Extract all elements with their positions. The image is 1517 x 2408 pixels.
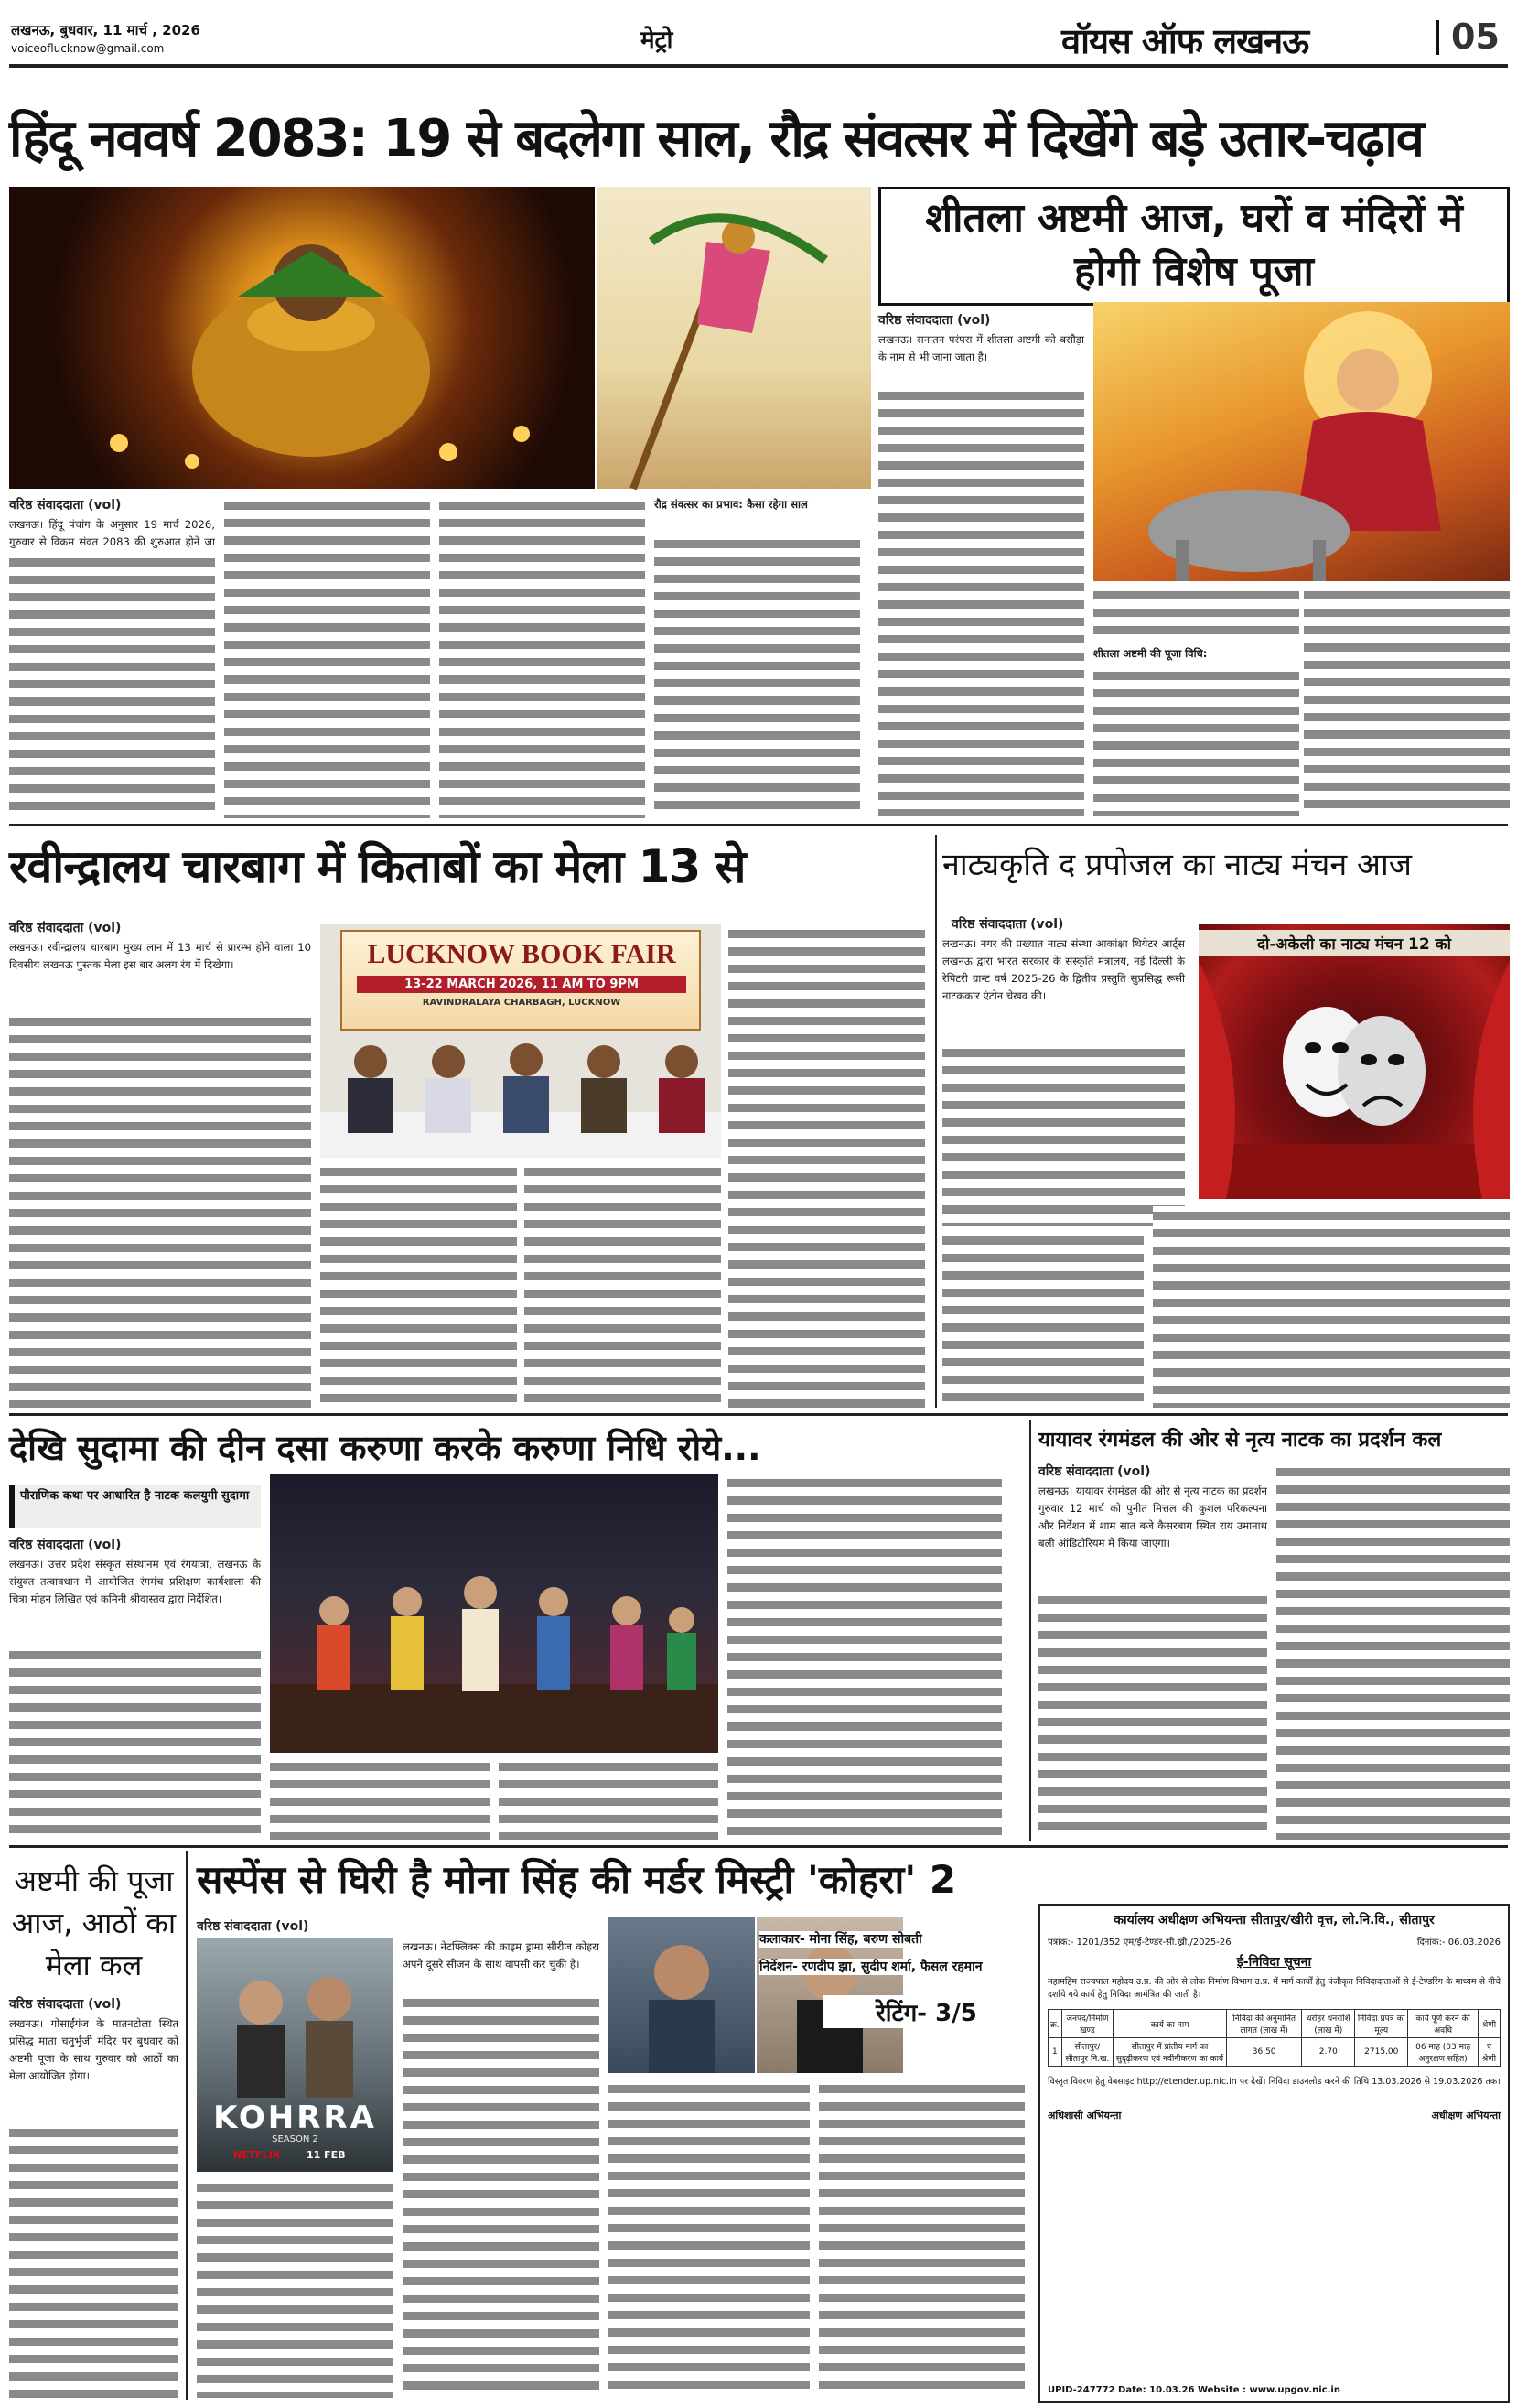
story1-column-1 bbox=[9, 553, 215, 818]
story8-credit-1: कलाकार- मोना सिंह, बरुण सोबती bbox=[759, 1931, 1029, 1948]
story6-column-2 bbox=[1276, 1463, 1510, 1840]
story1-photo-gudi bbox=[597, 187, 871, 489]
story8-lead: लखनऊ। नेटफ्लिक्स की क्राइम ड्रामा सीरीज कोहरा अपने दूसरे सीजन के साथ वापसी कर चुकी है। bbox=[403, 1940, 599, 1971]
story2-column-2 bbox=[1093, 586, 1299, 642]
story3-column-3 bbox=[524, 1162, 721, 1408]
bookfair-banner-dates: 13-22 MARCH 2026, 11 AM TO 9PM bbox=[357, 976, 686, 993]
paper-name: वॉयस ऑफ लखनऊ bbox=[1061, 21, 1309, 61]
section-rule-2 bbox=[9, 1413, 1508, 1416]
poster-platform: NETFLIX bbox=[233, 2149, 281, 2161]
story4-photo-masks bbox=[1199, 924, 1510, 1199]
story5-tag-text: पौराणिक कथा पर आधारित है नाटक कलयुगी सुदामा bbox=[20, 1489, 250, 1503]
story1-headline: हिंदू नववर्ष 2083: 19 से बदलेगा साल, रौद्र संवत्सर में दिखेंगे बड़े उतार-चढ़ाव bbox=[9, 109, 1423, 168]
story5-lead: लखनऊ। उत्तर प्रदेश संस्कृत संस्थानम एवं रंगयात्रा, लखनऊ के संयुक्त तत्वावधान में आयोजित रंगमंच प्रशिक्षण कार्यशाला की चित्रा मोहन लिखित एवं कमिनी श्रीवास्तव द्वारा निर्देशित। bbox=[9, 1558, 261, 1605]
story4-column-1 bbox=[942, 1043, 1185, 1226]
story1-column-2 bbox=[224, 496, 430, 818]
story3-column-4 bbox=[728, 924, 925, 1408]
story4-lead: लखनऊ। नगर की प्रख्यात नाट्य संस्था आकांक्षा थियेटर आर्ट्स लखनऊ द्वारा भारत सरकार के संस्कृति मंत्रालय, नई दिल्ली के रेपिटरी ग्रान्ट वर्ष 2025-26 के द्वितीय प्रस्तुति सुप्रसिद्ध रूसी नाटककार एंटोन चेखव की। bbox=[942, 937, 1185, 1002]
tender-table bbox=[1048, 2009, 1501, 2067]
story1-byline: वरिष्ठ संवाददाता (vol) bbox=[9, 498, 122, 513]
story3-photo-bookfair bbox=[320, 924, 721, 1158]
tender-intro: महामहिम राज्यपाल महोदय उ.प्र. की ओर से लोक निर्माण विभाग उ.प्र. में मार्ग कार्यों हेतु पंजीकृत निविदादाताओं से ई-टेण्डरिंग के माध्यम से नीचे दर्शाये गये कार्य हेतु निविदा आमंत्रित की जाती है। bbox=[1048, 1977, 1501, 2000]
story5-headline: देखि सुदामा की दीन दसा करुणा करके करुणा निधि रोये... bbox=[9, 1428, 761, 1468]
story2-headline: शीतला अष्टमी आज, घरों व मंदिरों में होगी विशेष पूजा bbox=[925, 195, 1463, 295]
story7-lead: लखनऊ। गोसाईंगंज के मातनटोला स्थित प्रसिद्ध माता चतुर्भुजी मंदिर पर बुधवार को अष्टमी पूजा के साथ गुरुवार को आठों का मेला आयोजित होगा। bbox=[9, 2017, 178, 2082]
story8-credit-2: निर्देशन- रणदीप झा, सुदीप शर्मा, फैसल रहमान bbox=[759, 1959, 1029, 1975]
story3-lead: लखनऊ। रवीन्द्रालय चारबाग मुख्य लान में 13 मार्च से प्रारम्भ होने वाला 10 दिवसीय लखनऊ पुस्तक मेला इस बार अलग रंग में दिखेगा। bbox=[9, 941, 311, 971]
story8-poster bbox=[197, 1938, 393, 2172]
story8-rating: रेटिंग- 3/5 bbox=[823, 1995, 1029, 2028]
story4-byline: वरिष्ठ संवाददाता (vol) bbox=[952, 917, 1064, 932]
story8-byline: वरिष्ठ संवाददाता (vol) bbox=[197, 1919, 309, 1934]
masthead-divider bbox=[1436, 20, 1439, 55]
story5-divider bbox=[1029, 1420, 1031, 1841]
story4-photo-caption: दो-अकेली का नाट्य मंचन 12 को bbox=[1199, 930, 1510, 956]
tender-sign-left: अधिशासी अभियन्ता bbox=[1048, 2110, 1122, 2122]
bookfair-panel-people bbox=[320, 1025, 721, 1158]
story6-byline: वरिष्ठ संवाददाता (vol) bbox=[1038, 1464, 1151, 1479]
story2-byline: वरिष्ठ संवाददाता (vol) bbox=[878, 313, 991, 328]
section-rule-1 bbox=[9, 824, 1508, 826]
masthead-rule bbox=[9, 64, 1508, 68]
story5-column-2 bbox=[270, 1757, 490, 1840]
tender-date: दिनांक:- 06.03.2026 bbox=[1416, 1938, 1501, 1948]
story7-divider bbox=[186, 1851, 188, 2400]
story8-photo-stills bbox=[608, 1917, 755, 2073]
story3-column-1 bbox=[9, 1012, 311, 1408]
story3-divider bbox=[935, 835, 937, 1408]
tender-sign-right: अधीक्षण अभियन्ता bbox=[1431, 2110, 1501, 2122]
bookfair-banner-title: LUCKNOW BOOK FAIR bbox=[367, 939, 676, 969]
story8-column-4 bbox=[819, 2079, 1025, 2398]
story8-column-3 bbox=[608, 2079, 810, 2398]
story6-lead: लखनऊ। यायावर रंगमंडल की ओर से नृत्य नाटक का प्रदर्शन गुरुवार 12 मार्च को पुनीत मित्तल की कुशल परिकल्पना और निर्देशन में शाम सात बजे कैसरबाग स्थित राय उमानाथ बली ऑडिटोरियम में किया जाएगा। bbox=[1038, 1485, 1267, 1550]
tender-notice bbox=[1038, 1904, 1510, 2403]
story2-subhead: शीतला अष्टमी की पूजा विधि: bbox=[1093, 647, 1208, 660]
story4-column-2 bbox=[1153, 1206, 1510, 1408]
tender-table-row: 1 सीतापुर/सीतापुर नि.ख. सीतापुर में प्रांतीय मार्ग का सुदृढ़ीकरण एवं नवीनीकरण का कार्य 36.50 2.70 2715.00 06 माह (03 माह अनुरक्षण सहित) ए श्रेणी bbox=[1049, 2038, 1501, 2067]
section-label: मेट्रो bbox=[640, 27, 673, 54]
tender-upid: UPID-247772 Date: 10.03.26 Website : www.upgov.nic.in bbox=[1048, 2385, 1340, 2395]
story8-column-poster-below bbox=[197, 2178, 393, 2398]
tender-footer: विस्तृत विवरण हेतु वेबसाइट http://etender.up.nic.in पर देखें। निविदा डाउनलोड करने की तिथि 13.03.2026 से 19.03.2026 तक। bbox=[1048, 2077, 1501, 2087]
story1-column-3 bbox=[439, 496, 645, 818]
email[interactable]: voiceoflucknow@gmail.com bbox=[11, 42, 165, 55]
story7-column-1 bbox=[9, 2123, 178, 2398]
section-rule-3 bbox=[9, 1845, 1508, 1848]
story3-column-2 bbox=[320, 1162, 517, 1408]
story4-column-1b bbox=[942, 1231, 1144, 1408]
story5-column-3 bbox=[499, 1757, 718, 1840]
story8-column-2 bbox=[403, 1993, 599, 2398]
story5-column-4 bbox=[727, 1474, 1002, 1840]
story2-column-1 bbox=[878, 386, 1084, 816]
bookfair-banner-venue: RAVINDRALAYA CHARBAGH, LUCKNOW bbox=[422, 998, 621, 1008]
story2-lead: लखनऊ। सनातन परंपरा में शीतला अष्टमी को बसौड़ा के नाम से भी जाना जाता है। bbox=[878, 333, 1084, 363]
story1-lead: लखनऊ। हिंदू पंचांग के अनुसार 19 मार्च 2026, गुरुवार से विक्रम संवत 2083 की शुरुआत होने जा bbox=[9, 518, 215, 548]
story1-column-4 bbox=[654, 535, 860, 818]
tender-title: ई-निविदा सूचना bbox=[1236, 1955, 1312, 1970]
page-number: 05 bbox=[1451, 16, 1500, 57]
poster-date: 11 FEB bbox=[307, 2149, 346, 2161]
story7-headline: अष्टमी की पूजा आज, आठों का मेला कल bbox=[11, 1863, 177, 1982]
tender-letter-no: पत्रांक:- 1201/352 एम/ई-टेण्डर-सी.ख्री./2025-26 bbox=[1048, 1938, 1232, 1948]
story2-column-3 bbox=[1093, 666, 1299, 816]
tender-table-header: क्र. जनपद/निर्माण खण्ड कार्य का नाम निविदा की अनुमानित लागत (लाख में) धरोहर धनराशि (लाख में) निविदा प्रपत्र का मूल्य कार्य पूर्ण करने की अवधि श्रेणी bbox=[1049, 2010, 1501, 2038]
story5-photo-stage bbox=[270, 1474, 718, 1753]
story6-column-1 bbox=[1038, 1591, 1267, 1840]
date-line: लखनऊ, बुधवार, 11 मार्च , 2026 bbox=[11, 22, 200, 38]
poster-season: SEASON 2 bbox=[272, 2134, 318, 2144]
story7-byline: वरिष्ठ संवाददाता (vol) bbox=[9, 1997, 122, 2012]
poster-title: KOHRRA bbox=[213, 2100, 377, 2136]
story5-tag bbox=[9, 1485, 261, 1528]
story3-byline: वरिष्ठ संवाददाता (vol) bbox=[9, 921, 122, 935]
story6-headline: यायावर रंगमंडल की ओर से नृत्य नाटक का प्रदर्शन कल bbox=[1038, 1429, 1442, 1452]
story5-byline: वरिष्ठ संवाददाता (vol) bbox=[9, 1538, 122, 1552]
story5-column-1 bbox=[9, 1646, 261, 1840]
tender-office: कार्यालय अधीक्षण अभियन्ता सीतापुर/खीरी वृत्त, लो.नि.वि., सीतापुर bbox=[1114, 1913, 1435, 1927]
story8-headline: सस्पेंस से घिरी है मोना सिंह की मर्डर मिस्ट्री 'कोहरा' 2 bbox=[197, 1857, 957, 1902]
story4-headline: नाट्यकृति द प्रपोजल का नाट्य मंचन आज bbox=[942, 847, 1412, 883]
story3-headline: रवीन्द्रालय चारबाग में किताबों का मेला 13 से bbox=[9, 840, 746, 893]
story1-subhead: रौद्र संवत्सर का प्रभाव: कैसा रहेगा साल bbox=[654, 498, 808, 511]
story2-photo-goddess bbox=[1093, 302, 1510, 581]
story1-photo-kalash bbox=[9, 187, 595, 489]
story2-column-4 bbox=[1304, 586, 1510, 816]
